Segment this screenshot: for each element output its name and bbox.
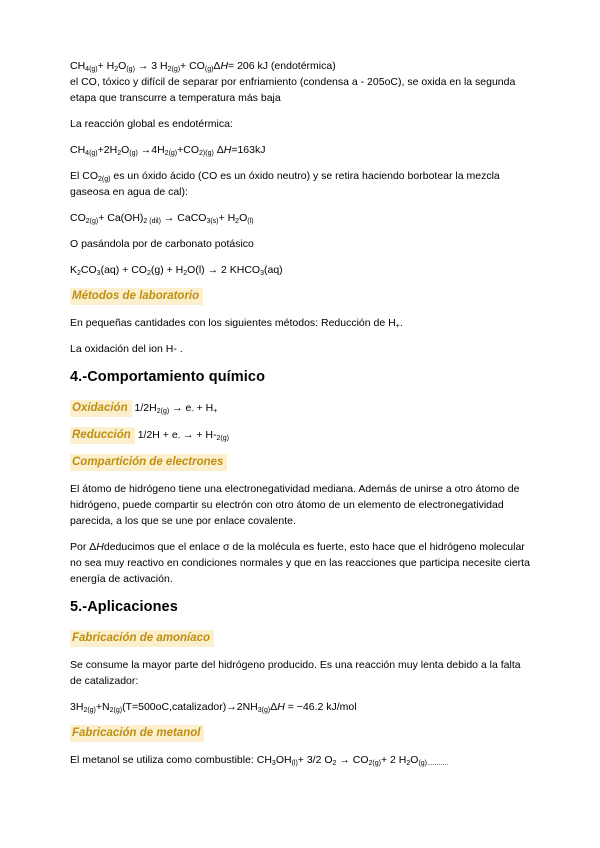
heading-fabricacion-metanol: Fabricación de metanol: [70, 725, 204, 742]
equation-potassium-carbonate: $K_2CO_3(aq) + CO_2(g) + H_2O(l) \to 2$ $KHCO_3(aq)$: [70, 264, 283, 277]
heading-comparticion-electrones: Compartición de electrones: [70, 454, 227, 471]
paragraph-steam-reforming: [70, 58, 534, 106]
reduction-equation: $1/2H + e_-$ → + $H-_{2(g)}$: [134, 429, 229, 442]
section-heading-aplicaciones: 5.-Aplicaciones: [70, 599, 178, 615]
heading-metodos-laboratorio-line: [70, 288, 534, 305]
heading-metodos-laboratorio: Métodos de laboratorio: [70, 288, 203, 305]
heading-metanol-line: [70, 725, 534, 742]
paragraph-co2-acid-oxide: El $CO_{2(g)}$ es un óxido ácido (CO es un óxido neutro) y se retira haciendo borbotear la mezcla gaseosa en agua de cal):: [70, 170, 500, 198]
reduction-heading: Reducción: [70, 427, 135, 444]
paragraph-hydride-oxidation: La oxidación del ion H- .: [70, 343, 183, 355]
equation-steam-reforming: $CH_{4(g)}+ H_2O_{(g)} \to 3$ $H_{2(g)}+ CO_{(g)}\Delta H= 206$ kJ (endotérmica): [70, 60, 336, 73]
section-heading-comportamiento-quimico: 4.-Comportamiento químico: [70, 369, 266, 385]
heading-amoniaco-line: [70, 630, 534, 647]
paragraph-potassium-carbonate: O pasándola por de carbonato potásico: [70, 238, 254, 250]
paragraph-ammonia-consumption: Se consume la mayor parte del hidrógeno producido. Es una reacción muy lenta debido a la falta de catalizador:: [70, 659, 521, 687]
oxidation-line: [70, 400, 534, 417]
paragraph-electronegativity: El átomo de hidrógeno tiene una electronegatividad mediana. Además de unirse a otro átomo de hidrógeno, puede compartir su electrón con otro átomo de un elemento de electronegatividad parecida, a los que se une por enlace covalente.: [70, 483, 520, 527]
heading-comparticion-line: [70, 454, 534, 471]
reduction-line: [70, 427, 534, 444]
equation-global-reaction: $CH_{4(g)}+2H_2O_{(g)} \to 4H_{2(g)}+CO_{2)(g)}$ ΔH=163kJ: [70, 144, 266, 157]
text-co-note: el CO, tóxico y difícil de separar por enfriamiento (condensa a - 205oC), se oxida en la segunda etapa que transcurre a temperatura más baja: [70, 76, 516, 104]
equation-lime-water: $CO_{2(g)}+ Ca(OH)_{2 (dil)}$ → CaCO$_{3(s)}$+ $H_2O_{(l)}$: [70, 212, 254, 225]
oxidation-equation: $1/2H_{2(g)} \to e_- + H_+$: [131, 402, 218, 415]
paragraph-small-quantities: En pequeñas cantidades con los siguientes métodos: Reducción de $H_+$.: [70, 317, 403, 330]
paragraph-global-reaction-intro: La reacción global es endotérmica:: [70, 118, 233, 130]
equation-ammonia-synthesis: $3H_{2(g)}+N_{2(g)}(T=500oC,catalizador)\to 2NH_{3(g)}\Delta H = -46.2$ kJ/mol: [70, 701, 357, 714]
paragraph-methanol-combustion: El metanol se utiliza como combustible: $CH_3OH_{(l)}+ 3/2$ $O_2 \to CO_{2(g)}+ 2$ $H_2O_{(g)...........}$: [70, 754, 449, 767]
heading-fabricacion-amoniaco: Fabricación de amoníaco: [70, 630, 214, 647]
oxidation-heading: Oxidación: [70, 400, 132, 417]
paragraph-sigma-bond: Por ΔHdeducimos que el enlace σ de la molécula es fuerte, esto hace que el hidrógeno molecular no sea muy reactivo en condiciones normales y que en las reacciones que participa necesite cierta energía de activación.: [70, 541, 530, 585]
